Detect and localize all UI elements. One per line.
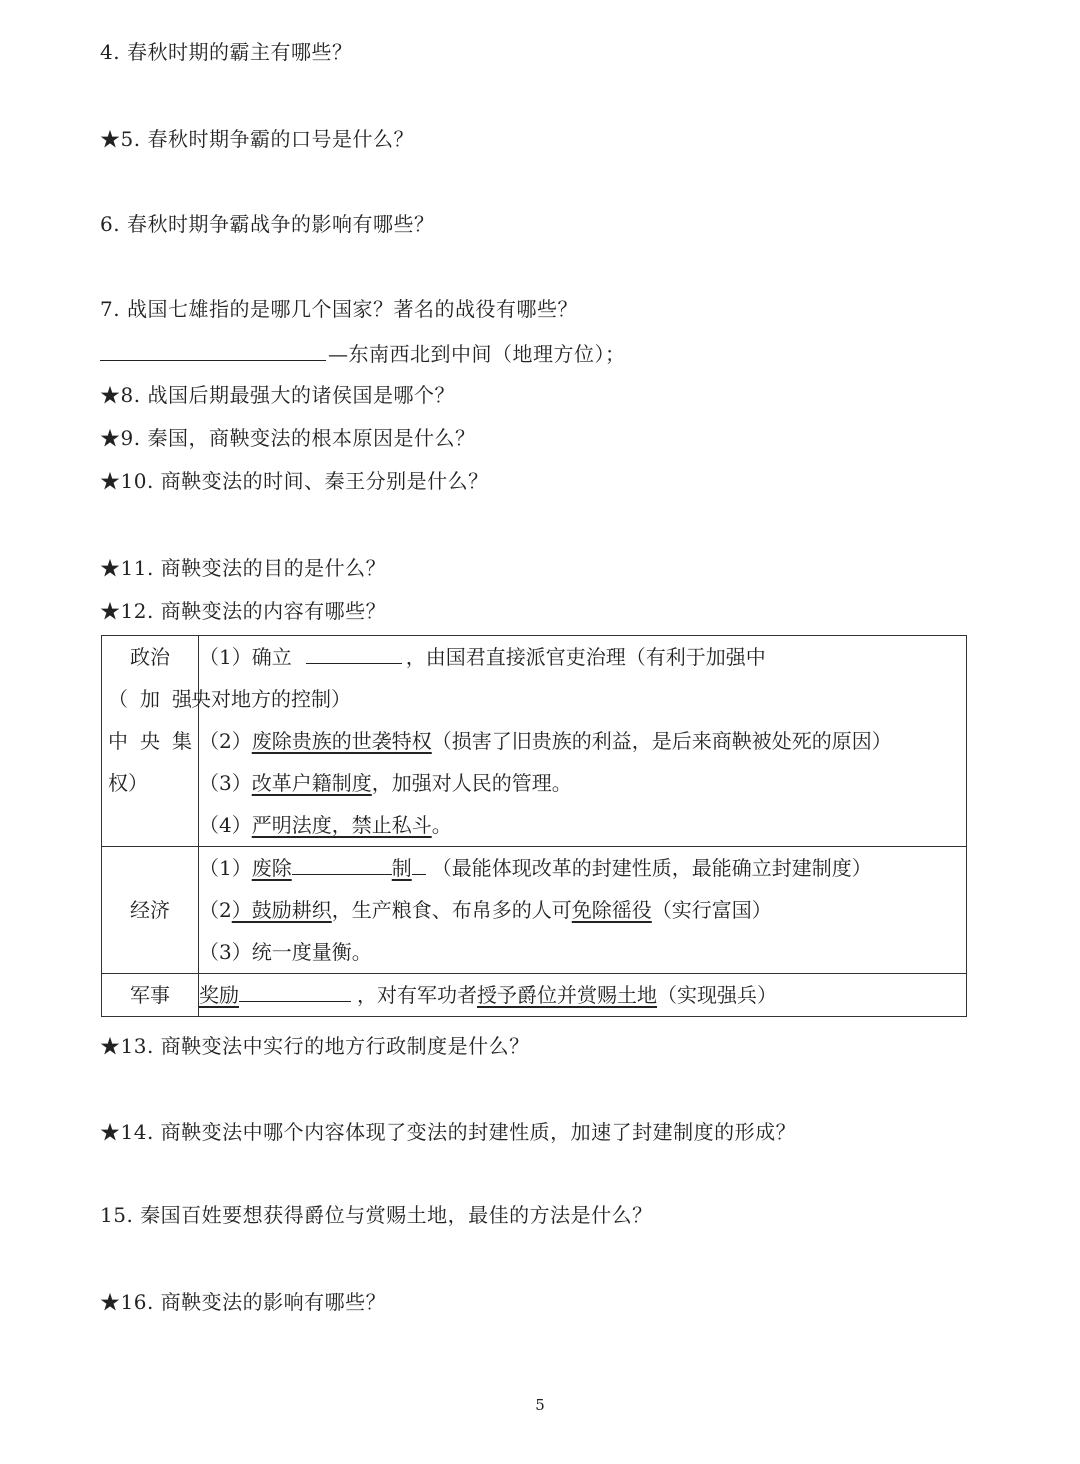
item-text: ，由国君直接派官吏治理（有利于加强中 [405,645,766,669]
category-military: 军事 [102,974,199,1017]
item-text: （3） [199,771,252,795]
question-9: ★9. 秦国，商鞅变法的根本原因是什么？ [100,426,476,450]
item-text: （1）确立 [199,645,292,669]
item-text: （1） [199,856,252,880]
table-row-politics [102,636,967,847]
category-economy: 经济 [102,847,199,974]
page-number: 5 [535,1396,545,1414]
underlined-answer: ）鼓励耕织 [231,898,332,922]
question-16: ★16. 商鞅变法的影响有哪些？ [100,1290,387,1314]
category-label: （加强 [108,687,192,711]
category-politics [102,636,199,847]
economy-item-3: （3）统一度量衡。 [199,940,372,964]
item-text: （2） [199,729,252,753]
item-text: （实现强兵） [657,983,777,1007]
category-label: 政治 [130,645,170,669]
table-row-military [102,974,967,1017]
question-8: ★8. 战国后期最强大的诸侯国是哪个？ [100,383,455,407]
military-content [199,974,967,1017]
question-10: ★10. 商鞅变法的时间、秦王分别是什么？ [100,469,489,493]
question-14: ★14. 商鞅变法中哪个内容体现了变法的封建性质，加速了封建制度的形成？ [100,1120,797,1144]
economy-content [199,847,967,974]
question-13: ★13. 商鞅变法中实行的地方行政制度是什么？ [100,1034,530,1058]
underlined-answer: 严明法度，禁止私斗 [251,813,432,837]
table-row-economy [102,847,967,974]
politics-content [191,636,967,847]
underlined-answer: 免除徭役 [571,898,652,922]
question-7: 7. 战国七雄指的是哪几个国家？著名的战役有哪些？ [100,297,578,321]
underlined-answer: 废除贵族的世袭特权 [251,729,432,753]
underlined-answer: 制 [391,856,412,880]
answer-blank [239,981,351,1002]
question-6: 6. 春秋时期争霸战争的影响有哪些？ [100,212,435,236]
politics-item-1-cont: 央对地方的控制） [191,687,351,711]
question-7-note [100,338,626,368]
item-text: （2 [199,898,232,922]
item-text: （4） [199,813,252,837]
underlined-answer: 授予爵位并赏赐土地 [477,983,657,1007]
category-label: 中央集 [108,729,192,753]
underlined-answer: 奖励 [199,983,239,1007]
question-15: 15. 秦国百姓要想获得爵位与赏赐土地，最佳的方法是什么？ [100,1203,653,1227]
economy-item-1 [199,847,966,889]
answer-blank [100,338,326,361]
item-text: ，对有军功者 [357,983,477,1007]
question-4: 4. 春秋时期的霸主有哪些？ [100,40,353,64]
item-text: （损害了旧贵族的利益，是后来商鞅被处死的原因） [431,729,892,753]
category-label: 权） [108,771,148,795]
politics-item-2 [199,720,966,762]
answer-blank [292,854,392,875]
item-text: 。 [431,813,452,837]
reform-content-table [101,635,967,1017]
underlined-answer: 废除 [251,856,292,880]
question-12: ★12. 商鞅变法的内容有哪些？ [100,599,387,623]
economy-item-2 [199,889,966,931]
item-text: （实行富国） [651,898,772,922]
military-item [199,974,966,1016]
politics-item-4 [199,804,966,846]
answer-blank [306,643,402,664]
item-text: ，生产粮食、布帛多的人可 [331,898,572,922]
item-text: ，加强对人民的管理。 [371,771,572,795]
question-5: ★5. 春秋时期争霸的口号是什么？ [100,127,414,151]
item-text: （最能体现改革的封建性质，最能确立封建制度） [431,856,872,880]
politics-item-3 [199,762,966,804]
answer-blank [412,854,426,875]
question-7-note-text: —东南西北到中间（地理方位）； [328,342,626,366]
question-11: ★11. 商鞅变法的目的是什么？ [100,556,387,580]
politics-item-1 [199,636,966,678]
underlined-answer: 改革户籍制度 [251,771,372,795]
